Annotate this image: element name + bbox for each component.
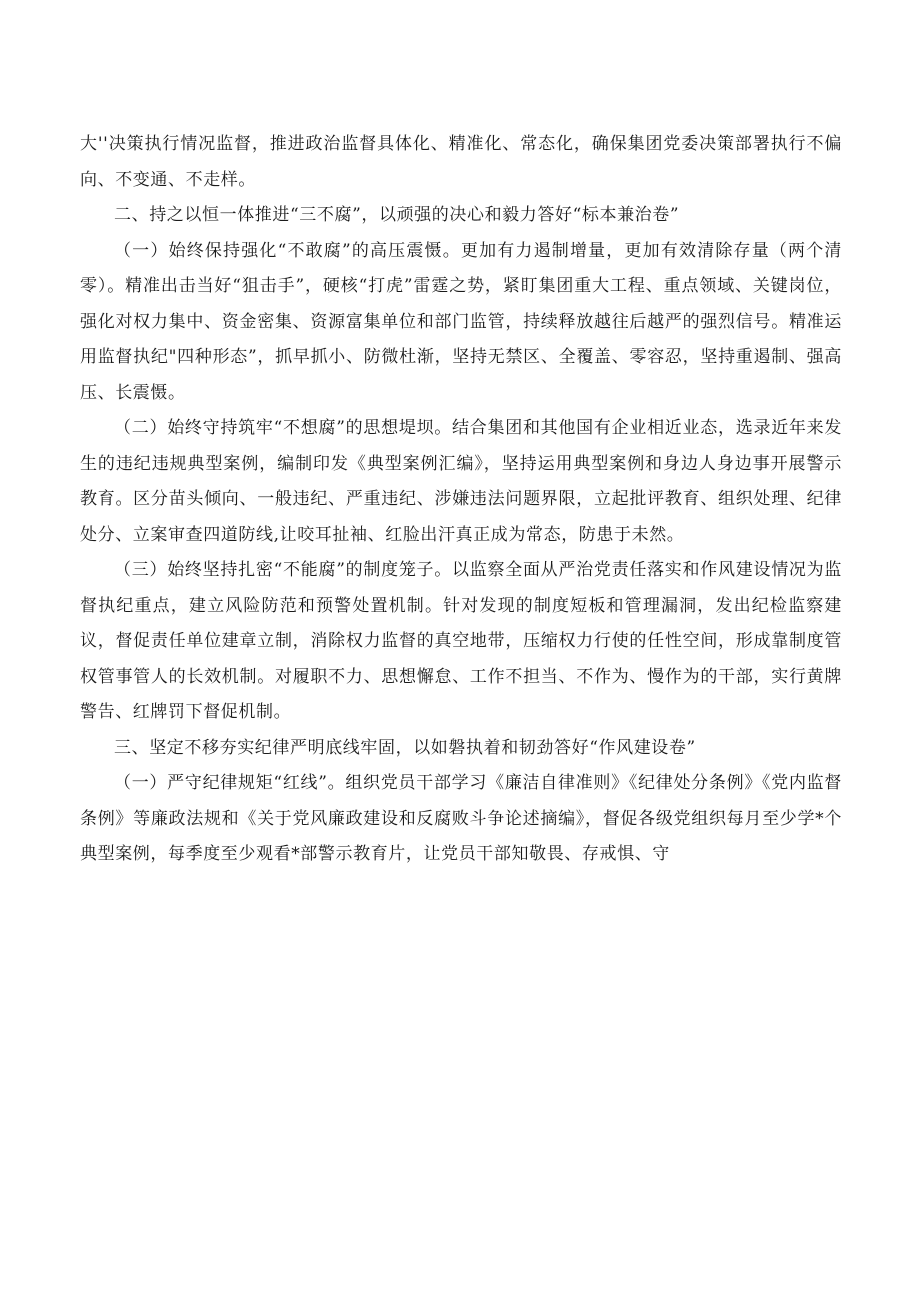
document-body <box>80 127 842 873</box>
paragraph-3-1: （一）严守纪律规矩“红线”。组织党员干部学习《廉洁自律准则》《纪律处分条例》《党内监督条例》等廉政法规和《关于党风廉政建设和反腐败斗争论述摘编》，督促各级党组织每月至少学*个典型案例，每季度至少观看*部警示教育片，让党员干部知敬畏、存戒惧、守 <box>80 773 842 864</box>
paragraph-2-3: （三）始终坚持扎密“不能腐”的制度笼子。以监察全面从严治党责任落实和作风建设情况为监督执纪重点，建立风险防范和预警处置机制。针对发现的制度短板和管理漏洞，发出纪检监察建议，督促责任单位建章立制，消除权力监督的真空地带，压缩权力行使的任性空间，形成靠制度管权管事管人的长效机制。对履职不力、思想懈怠、工作不担当、不作为、慢作为的干部，实行黄牌警告、红牌罚下督促机制。 <box>80 560 842 722</box>
section-heading-3: 三、坚定不移夯实纪律严明底线牢固，以如磐执着和韧劲答好“作风建设卷” <box>114 737 696 758</box>
paragraph-2-1: （一）始终保持强化“不敢腐”的高压震慑。更加有力遏制增量，更加有效清除存量（两个清零）。精准出击当好“狙击手”，硬核“打虎”雷霆之势，紧盯集团重大工程、重点领域、关键岗位，强化对权力集中、资金密集、资源富集单位和部门监管，持续释放越往后越严的强烈信号。精准运用监督执纪"四种形态”，抓早抓小、防微杜渐，坚持无禁区、全覆盖、零容忍，坚持重遏制、强高压、长震慑。 <box>80 240 842 403</box>
section-heading-2: 二、持之以恒一体推进“三不腐”，以顽强的决心和毅力答好“标本兼治卷” <box>114 205 680 225</box>
paragraph-continuation: 大''决策执行情况监督，推进政治监督具体化、精准化、常态化，确保集团党委决策部署执行不偏向、不变通、不走样。 <box>80 134 842 190</box>
paragraph-2-2: （二）始终守持筑牢“不想腐”的思想堤坝。结合集团和其他国有企业相近业态，选录近年来发生的违纪违规典型案例，编制印发《典型案例汇编》，坚持运用典型案例和身边人身边事开展警示教育。区分苗头倾向、一般违纪、严重违纪、涉嫌违法问题界限，立起批评教育、组织处理、纪律处分、立案审查四道防线,让咬耳扯袖、红脸出汗真正成为常态，防患于未然。 <box>80 418 842 545</box>
